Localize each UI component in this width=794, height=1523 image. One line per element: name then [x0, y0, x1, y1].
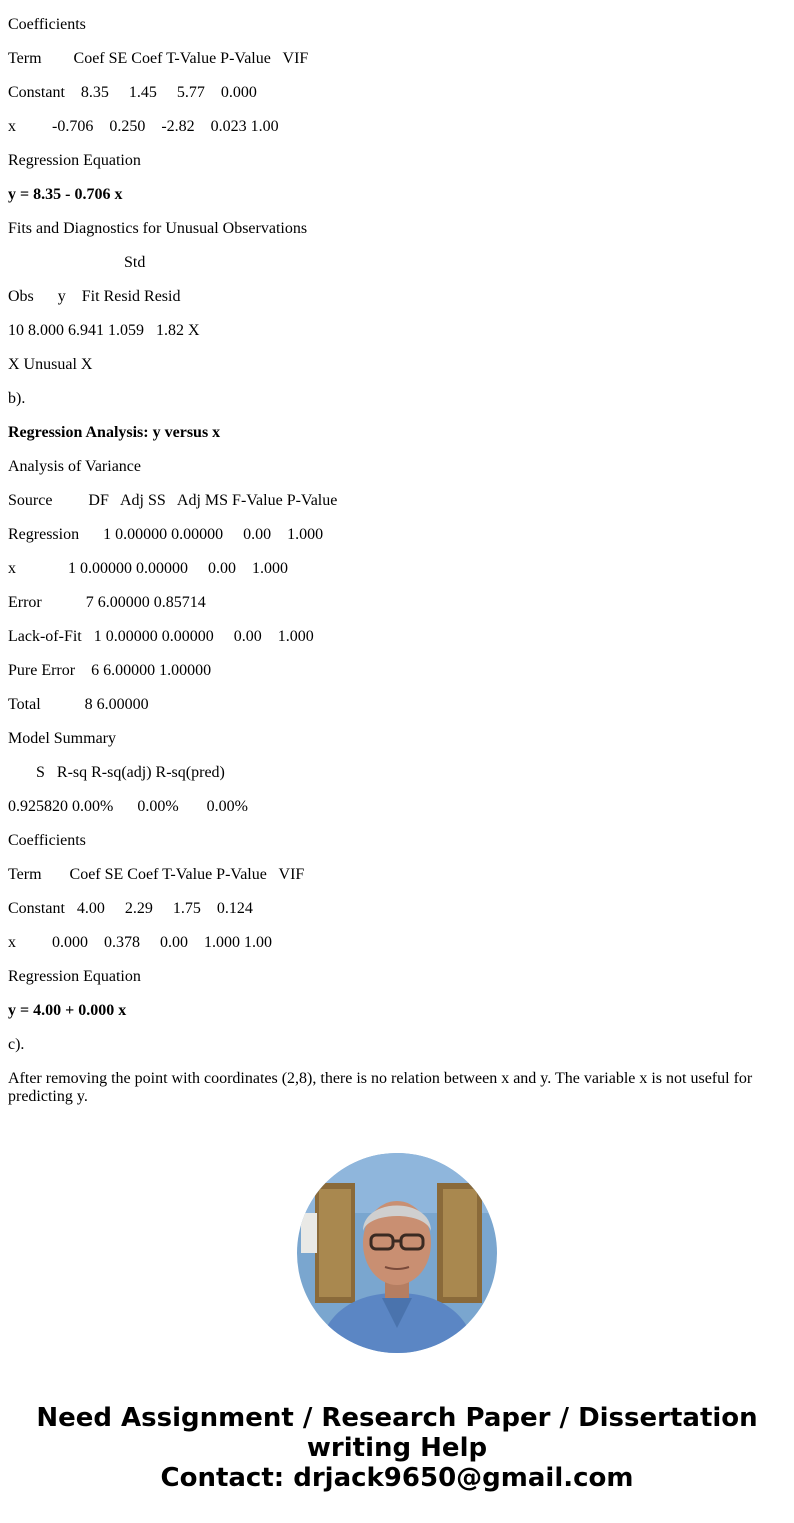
output-line: Regression Equation: [8, 152, 141, 169]
output-line: Lack-of-Fit 1 0.00000 0.00000 0.00 1.000: [8, 628, 314, 645]
output-line: x 1 0.00000 0.00000 0.00 1.000: [8, 560, 288, 577]
document-body: [8, 16, 786, 1106]
help-banner: [0, 1403, 794, 1493]
output-line: Regression Equation: [8, 968, 141, 985]
output-line: Model Summary: [8, 730, 116, 747]
output-line: Term Coef SE Coef T-Value P-Value VIF: [8, 50, 309, 67]
output-line: Pure Error 6 6.00000 1.00000: [8, 662, 212, 679]
output-line: Fits and Diagnostics for Unusual Observations: [8, 220, 308, 237]
output-line: S R-sq R-sq(adj) R-sq(pred): [8, 764, 225, 781]
output-line: Total 8 6.00000: [8, 696, 149, 713]
author-avatar: [297, 1153, 497, 1353]
help-banner-line-2: writing Help: [306, 1433, 488, 1463]
output-lines: [8, 16, 786, 1054]
output-line: Constant 4.00 2.29 1.75 0.124: [8, 900, 253, 917]
output-line: Source DF Adj SS Adj MS F-Value P-Value: [8, 492, 338, 509]
output-line: b).: [8, 390, 26, 407]
output-line: y = 4.00 + 0.000 x: [8, 1002, 127, 1019]
output-line: x -0.706 0.250 -2.82 0.023 1.00: [8, 118, 279, 135]
output-line: 0.925820 0.00% 0.00% 0.00%: [8, 798, 248, 815]
output-line: Term Coef SE Coef T-Value P-Value VIF: [8, 866, 305, 883]
output-line: Regression 1 0.00000 0.00000 0.00 1.000: [8, 526, 324, 543]
output-line: y = 8.35 - 0.706 x: [8, 186, 123, 203]
conclusion-paragraph: After removing the point with coordinates (2,8), there is no relation between x and y. The variable x is not useful for predicting y.: [8, 1070, 753, 1105]
output-line: X Unusual X: [8, 356, 93, 373]
help-banner-line-1: Need Assignment / Research Paper / Dissertation: [36, 1403, 758, 1433]
output-line: Analysis of Variance: [8, 458, 141, 475]
output-line: x 0.000 0.378 0.00 1.000 1.00: [8, 934, 272, 951]
output-line: Coefficients: [8, 16, 86, 33]
output-line: 10 8.000 6.941 1.059 1.82 X: [8, 322, 200, 339]
output-line: c).: [8, 1036, 25, 1053]
output-line: Error 7 6.00000 0.85714: [8, 594, 206, 611]
output-line: Coefficients: [8, 832, 86, 849]
output-line: Std: [8, 254, 146, 271]
author-portrait-image: [297, 1153, 497, 1353]
help-banner-contact: Contact: drjack9650@gmail.com: [160, 1463, 634, 1493]
output-line: Constant 8.35 1.45 5.77 0.000: [8, 84, 257, 101]
output-line: Regression Analysis: y versus x: [8, 424, 221, 441]
output-line: Obs y Fit Resid Resid: [8, 288, 181, 305]
